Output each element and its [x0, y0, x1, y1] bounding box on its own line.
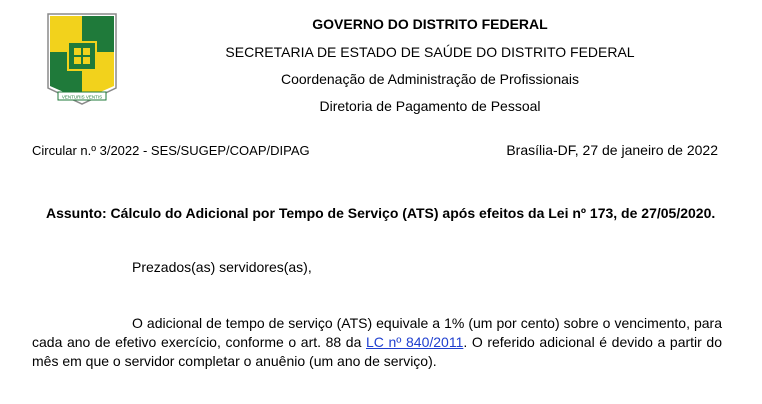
- gdf-coat-of-arms-logo: [38, 12, 126, 108]
- law-link[interactable]: LC nº 840/2011: [366, 334, 464, 350]
- circular-number: Circular n.º 3/2022 - SES/SUGEP/COAP/DIPAG: [32, 143, 310, 158]
- subject-line: Assunto: Cálculo do Adicional por Tempo de Serviço (ATS) após efeitos da Lei nº 173, de 27/05/2020.: [46, 205, 716, 221]
- header-directorate: Diretoria de Pagamento de Pessoal: [319, 98, 541, 114]
- paragraph-text-1: O adicional de tempo de serviço (ATS) equivale a 1% (um por cento) sobre o vencimento, para cada ano de efetivo exercício, conforme o art. 88 da: [32, 315, 722, 350]
- document-date: Brasília-DF, 27 de janeiro de 2022: [506, 142, 718, 158]
- logo-shield: [48, 14, 116, 104]
- header-secretariat: SECRETARIA DE ESTADO DE SAÚDE DO DISTRITO FEDERAL: [225, 44, 635, 60]
- logo-caption: VENTURIS VENTIS: [61, 94, 103, 100]
- header-coordination: Coordenação de Administração de Profissionais: [280, 71, 580, 87]
- greeting: Prezados(as) servidores(as),: [132, 259, 312, 275]
- body-paragraph: [32, 314, 722, 371]
- paragraph-text-2: . O referido adicional é devido a partir do mês em que o servidor completar o anuênio (um ano de serviço).: [32, 334, 722, 369]
- header-government: GOVERNO DO DISTRITO FEDERAL: [312, 16, 548, 32]
